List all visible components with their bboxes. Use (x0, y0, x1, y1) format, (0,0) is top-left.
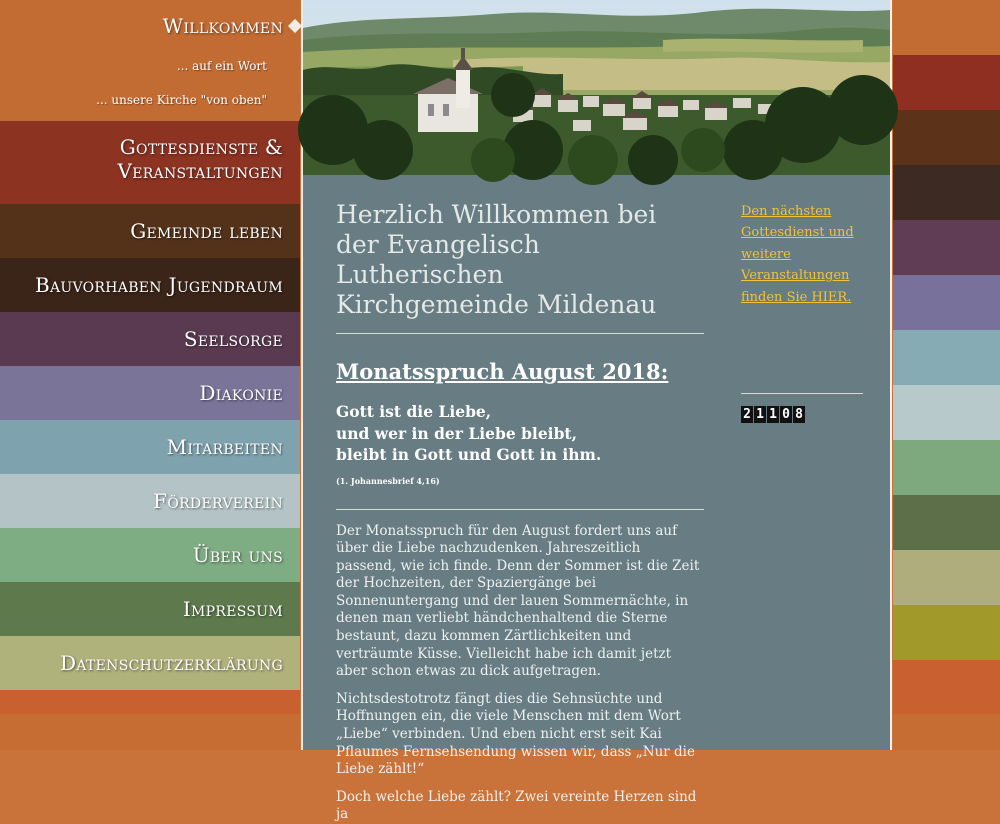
nav-label-willkommen[interactable] (0, 14, 300, 38)
nav-item-foerderverein[interactable] (0, 474, 300, 528)
color-stripe (893, 275, 1000, 330)
divider (336, 333, 704, 334)
nav-item-impressum[interactable] (0, 582, 300, 636)
body-paragraph: Doch welche Liebe zählt? Zwei vereinte Herzen sind ja (336, 788, 697, 823)
color-stripe (893, 495, 1000, 550)
divider (336, 509, 704, 510)
color-stripe (893, 550, 1000, 605)
counter-digit: 8 (793, 406, 805, 423)
decorative-color-stripes (893, 0, 1000, 750)
counter-digit: 1 (767, 406, 779, 423)
verse-line: bleibt in Gott und Gott in ihm. (336, 445, 602, 464)
color-stripe (893, 660, 1000, 714)
header-landscape-image (303, 0, 890, 175)
nav-filler-stripe (0, 690, 300, 714)
counter-digit: 1 (754, 406, 766, 423)
verse-title: Monatsspruch August 2018: (336, 359, 669, 384)
body-paragraph: Nichtsdestotrotz fängt dies die Sehnsüchte und Hoffnungen ein, die viele Menschen mit dem Wort „Liebe“ verbinden. Und eben nicht erst seit Kai Pflaumes Fernsehsendung wissen wir, dass „Nur die Liebe zählt!“ (336, 690, 695, 778)
nav-item-bauvorhaben[interactable] (0, 258, 300, 312)
side-column (741, 200, 866, 423)
nav-label-text: Willkommen (162, 14, 283, 38)
main-text-column (336, 200, 704, 824)
main-navigation (0, 0, 300, 750)
nav-item-seelsorge[interactable] (0, 312, 300, 366)
verse-line: Gott ist die Liebe, (336, 402, 492, 421)
color-stripe (893, 330, 1000, 385)
verse-line: und wer in der Liebe bleibt, (336, 423, 577, 443)
nav-item-gemeinde-leben[interactable] (0, 204, 300, 258)
counter-digit: 0 (780, 406, 792, 423)
visitor-counter (741, 406, 866, 423)
color-stripe (893, 385, 1000, 440)
nav-item-datenschutz[interactable] (0, 636, 300, 690)
events-link[interactable]: Den nächsten Gottesdienst und weitere Veranstaltungen finden Sie HIER. (741, 204, 854, 305)
color-stripe (893, 714, 1000, 750)
verse-block (336, 401, 704, 466)
subnav-kirche-von-oben[interactable]: ... unsere Kirche "von oben" (96, 93, 267, 107)
nav-item-mitarbeiten[interactable] (0, 420, 300, 474)
nav-label-foerderverein: Förderverein (153, 489, 283, 513)
nav-label-seelsorge: Seelsorge (183, 327, 283, 351)
nav-filler-stripe (0, 714, 300, 750)
nav-item-diakonie[interactable] (0, 366, 300, 420)
nav-item-gottesdienste[interactable] (0, 121, 300, 204)
color-stripe (893, 55, 1000, 110)
landscape-illustration (303, 0, 890, 175)
nav-item-willkommen[interactable] (0, 0, 300, 121)
color-stripe (893, 605, 1000, 660)
nav-item-ueber-uns[interactable] (0, 528, 300, 582)
verse-reference: (1. Johannesbrief 4,16) (336, 475, 440, 486)
color-stripe (893, 165, 1000, 220)
nav-label-gottesdienste: Gottesdienste & Veranstaltungen (117, 135, 283, 183)
nav-label-bauvorhaben: Bauvorhaben Jugendraum (34, 273, 283, 297)
side-divider (741, 393, 863, 394)
color-stripe (893, 440, 1000, 495)
nav-label-mitarbeiten: Mitarbeiten (166, 435, 283, 459)
main-content (301, 0, 892, 823)
nav-label-gemeinde-leben: Gemeinde leben (130, 219, 283, 243)
color-stripe (893, 0, 1000, 55)
nav-label-diakonie: Diakonie (199, 381, 283, 405)
subnav-auf-ein-wort[interactable]: ... auf ein Wort (176, 59, 267, 73)
body-paragraph: Der Monatsspruch für den August fordert uns auf über die Liebe nachzudenken. Jahreszeitlich passend, wie ich finde. Denn der Sommer ist die Zeit der Hochzeiten, der Spaziergänge bei Sonnenuntergang und der lauen Sommernächte, in denen man verliebt händchenhaltend die Sterne bestaunt, dazu kommen Zärtlichkeiten und verträumte Küsse. Vielleicht habe ich damit jetzt aber schon etwas zu dick aufgetragen. (336, 522, 700, 680)
color-stripe (893, 220, 1000, 275)
nav-label-impressum: Impressum (182, 597, 283, 621)
color-stripe (893, 110, 1000, 165)
nav-label-ueber-uns: Über uns (192, 543, 283, 567)
welcome-heading: Herzlich Willkommen bei der Evangelisch Lutherischen Kirchgemeinde Mildenau (336, 200, 657, 319)
counter-digit: 2 (741, 406, 753, 423)
nav-label-datenschutz: Datenschutzerklärung (60, 651, 283, 675)
